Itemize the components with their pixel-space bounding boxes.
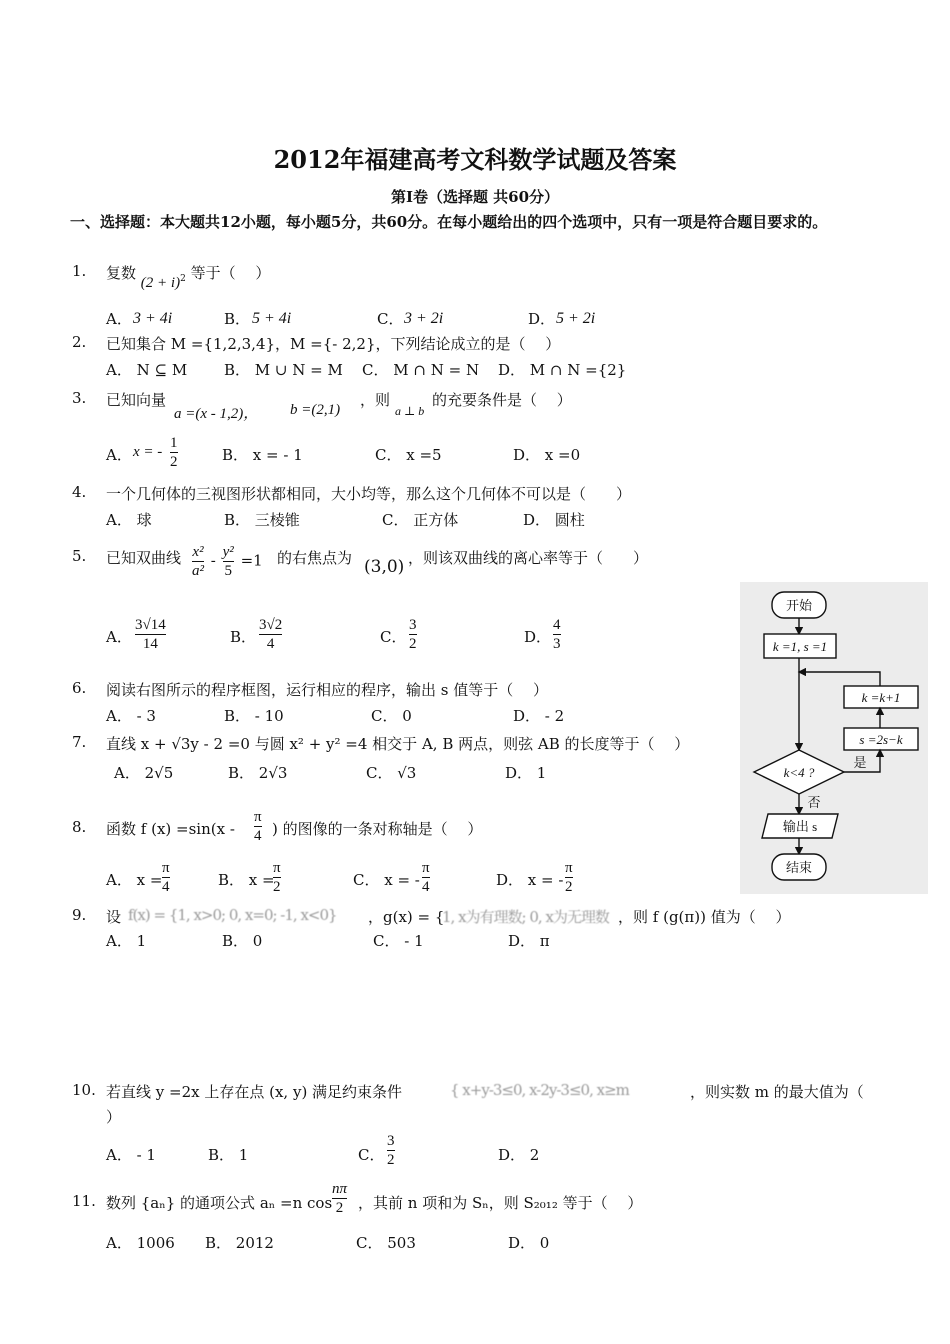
page-title: 2012年福建高考文科数学试题及答案 <box>273 145 677 174</box>
flow-update-s-label: s =2s−k <box>859 732 903 747</box>
program-flowchart <box>740 582 928 894</box>
q9-f-definition: f(x) = {1, x>0; 0, x=0; -1, x<0} <box>128 906 337 924</box>
flow-output-label: 输出 s <box>782 819 818 834</box>
part-subtitle: 第Ⅰ卷（选择题 共60分） <box>390 188 560 206</box>
flow-no-label: 否 <box>807 795 821 810</box>
q10-constraints: { x+y-3≤0, x-2y-3≤0, x≥m <box>450 1081 629 1099</box>
flow-end-label: 结束 <box>785 860 813 875</box>
flow-update-k-label: k =k+1 <box>861 690 901 705</box>
q1-stem: 复数 <box>106 264 137 282</box>
flow-init-label: k =1, s =1 <box>772 639 828 654</box>
q9-g-definition: 1, x为有理数; 0, x为无理数 <box>442 908 609 926</box>
section-instructions: 一、选择题：本大题共12小题，每小题5分，共60分。在每小题给出的四个选项中，只有一项是符合题目要求的。 <box>70 213 828 231</box>
flow-yes-label: 是 <box>853 755 867 770</box>
flow-condition-label: k<4 ? <box>783 765 815 780</box>
flow-start-label: 开始 <box>785 598 813 613</box>
q2-stem: 已知集合 M ={1,2,3,4}，M ={- 2,2}，下列结论成立的是（ ） <box>106 335 561 353</box>
